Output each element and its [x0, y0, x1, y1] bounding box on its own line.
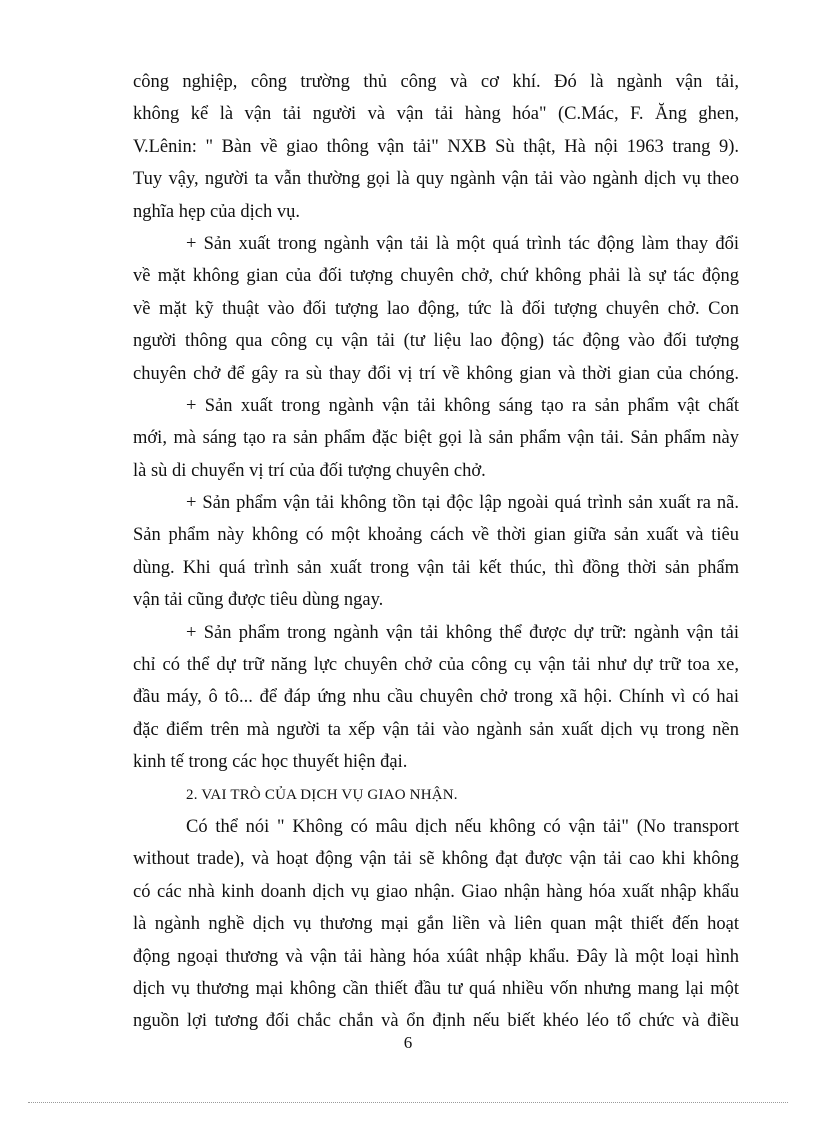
text-line: V.Lênin: " Bàn về giao thông vận tải" NXB Sù thật, Hà nội 1963 trang 9). — [133, 136, 739, 157]
text-line: dịch vụ thương mại không cần thiết đầu tư quá nhiều vốn nhưng mang lại một — [133, 978, 739, 999]
text-line: dùng. Khi quá trình sản xuất trong vận tải kết thúc, thì đồng thời sản phẩm — [133, 557, 739, 578]
text-line: chỉ có thể dự trữ năng lực chuyên chở của công cụ vận tải như dự trữ toa xe, — [133, 655, 739, 676]
text-line: người thông qua công cụ vận tải (tư liệu lao động) tác động vào đối tượng — [133, 331, 739, 352]
text-line: không kể là vận tải người và vận tải hàng hóa" (C.Mác, F. Ăng ghen, — [133, 104, 739, 125]
text-line: là ngành nghề dịch vụ thương mại gắn liền và liên quan mật thiết đến hoạt — [133, 914, 739, 935]
text-line: về mặt không gian của đối tượng chuyên chở, chứ không phải là sự tác động — [133, 266, 739, 287]
text-line: + Sản phẩm trong ngành vận tải không thể được dự trữ: ngành vận tải — [186, 622, 739, 643]
body-text — [133, 66, 739, 1038]
text-line: là sù di chuyển vị trí của đối tượng chuyên chở. — [133, 460, 486, 481]
text-line: về mặt kỹ thuật vào đối tượng lao động, tức là đối tượng chuyên chở. Con — [133, 298, 739, 319]
text-line: without trade), và hoạt động vận tải sẽ không đạt được vận tải cao khi không — [133, 849, 739, 870]
text-line: + Sản xuất trong ngành vận tải không sáng tạo ra sản phẩm vật chất — [186, 395, 739, 416]
text-line: đầu máy, ô tô... để đáp ứng nhu cầu chuyên chở trong xã hội. Chính vì có hai — [133, 687, 739, 708]
text-line: chuyên chở để gây ra sù thay đổi vị trí về không gian và thời gian của chóng. — [133, 363, 739, 384]
text-line: động ngoại thương và vận tải hàng hóa xúât nhập khẩu. Đây là một loại hình — [133, 946, 739, 967]
text-line: + Sản xuất trong ngành vận tải là một quá trình tác động làm thay đổi — [186, 233, 739, 254]
text-line: Tuy vậy, người ta vẫn thường gọi là quy ngành vận tải vào ngành dịch vụ theo — [133, 169, 739, 190]
page-number: 6 — [403, 1033, 413, 1052]
text-line: nghĩa hẹp của dịch vụ. — [133, 201, 300, 222]
text-line: có các nhà kinh doanh dịch vụ giao nhận. Giao nhận hàng hóa xuất nhập khẩu — [133, 881, 739, 902]
section-heading: 2. VAI TRÒ CỦA DỊCH VỤ GIAO NHẬN. — [186, 786, 458, 803]
text-line: Sản phẩm này không có một khoảng cách về thời gian giữa sản xuất và tiêu — [133, 525, 739, 546]
text-line: công nghiệp, công trường thủ công và cơ khí. Đó là ngành vận tải, — [133, 72, 739, 92]
text-line: vận tải cũng được tiêu dùng ngay. — [133, 590, 384, 611]
page-bottom-divider — [28, 1102, 788, 1103]
text-line: + Sản phẩm vận tải không tồn tại độc lập ngoài quá trình sản xuất ra nã. — [186, 493, 739, 514]
text-line: Có thể nói " Không có mâu dịch nếu không có vận tải" (No transport — [186, 816, 739, 837]
text-line: nguồn lợi tương đối chắc chắn và ổn định nếu biết khéo léo tổ chức và điều — [133, 1011, 739, 1032]
text-line: kinh tế trong các học thuyết hiện đại. — [133, 752, 408, 773]
text-line: đặc điểm trên mà người ta xếp vận tải vào ngành sản xuất dịch vụ trong nền — [133, 719, 739, 740]
text-line: mới, mà sáng tạo ra sản phẩm đặc biệt gọi là sản phẩm vận tải. Sản phẩm này — [133, 428, 739, 449]
